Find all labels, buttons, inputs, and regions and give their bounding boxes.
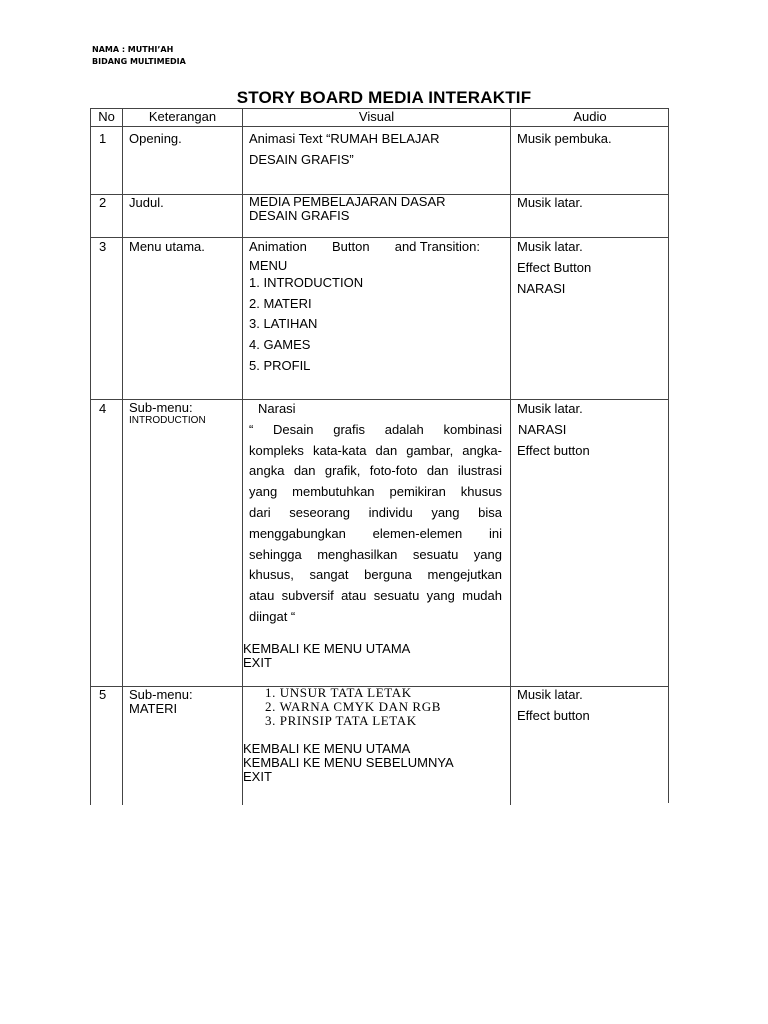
audio-line: Musik pembuka. (517, 131, 612, 146)
column-header-visual: Visual (358, 109, 395, 124)
row-4-navigation (243, 642, 410, 670)
row-5-no: 5 (99, 687, 107, 702)
narration-line: menggabungkan elemen-elemen ini (249, 525, 502, 541)
row-5-visual-list (265, 686, 441, 728)
keterangan-sub: INTRODUCTION (129, 415, 206, 426)
table-right-border (668, 109, 669, 803)
nav-line: KEMBALI KE MENU SEBELUMNYA (243, 755, 454, 770)
narration-line: kompleks kata-kata dan gambar, angka- (249, 442, 502, 458)
narration-line: diingat “ (249, 608, 296, 624)
row-3-audio (517, 237, 591, 299)
menu-heading: MENU (249, 257, 288, 273)
column-header-keterangan: Keterangan (148, 109, 217, 124)
audio-line: Musik latar. (517, 239, 583, 254)
row-2-keterangan: Judul. (129, 195, 164, 210)
menu-item: 3. LATIHAN (249, 316, 318, 332)
visual-word: Button (331, 239, 370, 254)
keterangan-sub: MATERI (129, 701, 178, 716)
document-title: STORY BOARD MEDIA INTERAKTIF (236, 88, 532, 107)
visual-word: and Transition: (394, 239, 480, 254)
column-divider (510, 109, 511, 805)
author-field: BIDANG MULTIMEDIA (92, 57, 186, 66)
author-name: NAMA : MUTHI’AH (92, 45, 174, 54)
nav-line: KEMBALI KE MENU UTAMA (243, 741, 411, 756)
audio-line: Musik latar. (517, 687, 583, 702)
nav-line: KEMBALI KE MENU UTAMA (243, 641, 411, 656)
audio-line: Effect button (517, 442, 590, 458)
materi-item: 3. PRINSIP TATA LETAK (265, 713, 417, 728)
row-1-audio (517, 129, 612, 150)
menu-item: 1. INTRODUCTION (249, 274, 364, 290)
narration-line: dari seseorang individu yang bisa (249, 504, 502, 520)
audio-line: Effect Button (517, 259, 592, 275)
menu-item: 2. MATERI (249, 295, 312, 311)
narration-line: angka dan grafik, foto-foto dan ilustrasi (249, 463, 502, 479)
row-3-no: 3 (99, 239, 107, 254)
nav-line: EXIT (243, 769, 272, 784)
narration-label: Narasi (258, 401, 296, 416)
row-divider (91, 126, 669, 127)
row-2-visual (249, 195, 446, 223)
keterangan-line: Sub-menu: (129, 687, 193, 702)
visual-line: Animasi Text “RUMAH BELAJAR (249, 131, 440, 146)
narration-line: sehingga menghasilkan sesuatu yang (249, 546, 502, 562)
materi-item: 2. WARNA CMYK DAN RGB (265, 699, 441, 714)
narration-line: atau subversif atau sesuatu yang mudah (249, 588, 502, 604)
audio-line: NARASI (517, 280, 566, 296)
row-1-keterangan: Opening. (129, 131, 182, 146)
row-5-navigation (243, 742, 454, 784)
audio-line: Musik latar. (517, 195, 583, 210)
narration-line: “ Desain grafis adalah kombinasi (249, 421, 502, 437)
author-info (92, 44, 186, 68)
nav-line: EXIT (243, 655, 272, 670)
row-4-visual (249, 399, 502, 628)
row-2-audio (517, 193, 583, 214)
menu-item: 5. PROFIL (249, 357, 311, 373)
visual-line: MEDIA PEMBELAJARAN DASAR (249, 194, 446, 209)
audio-line: Musik latar. (517, 401, 583, 416)
menu-item: 4. GAMES (249, 337, 311, 353)
row-1-visual (249, 129, 439, 171)
visual-line: DESAIN GRAFIS (249, 208, 350, 223)
visual-intro-line (249, 237, 480, 258)
visual-line: DESAIN GRAFIS” (249, 151, 354, 167)
row-4-no: 4 (99, 401, 107, 416)
narration-line: yang membutuhkan pemikiran khusus (249, 484, 502, 500)
row-5-keterangan (129, 686, 193, 716)
row-4-keterangan (129, 399, 206, 427)
visual-word: Animation (249, 239, 307, 254)
audio-line: NARASI (518, 421, 567, 437)
row-2-no: 2 (99, 195, 107, 210)
row-5-audio (517, 685, 590, 727)
row-1-no: 1 (99, 131, 107, 146)
storyboard-table (90, 108, 669, 805)
keterangan-line: Sub-menu: (129, 400, 193, 415)
narration-text (249, 420, 502, 628)
row-4-audio (517, 399, 590, 461)
column-header-audio: Audio (573, 109, 607, 124)
audio-line: Effect button (517, 707, 590, 723)
column-header-no: No (98, 109, 115, 124)
column-divider (242, 109, 243, 805)
row-3-keterangan: Menu utama. (129, 239, 205, 254)
column-divider (122, 109, 123, 805)
narration-line: khusus, sangat berguna mengejutkan (249, 567, 502, 583)
materi-item: 1. UNSUR TATA LETAK (265, 685, 412, 700)
row-3-visual (249, 237, 480, 377)
